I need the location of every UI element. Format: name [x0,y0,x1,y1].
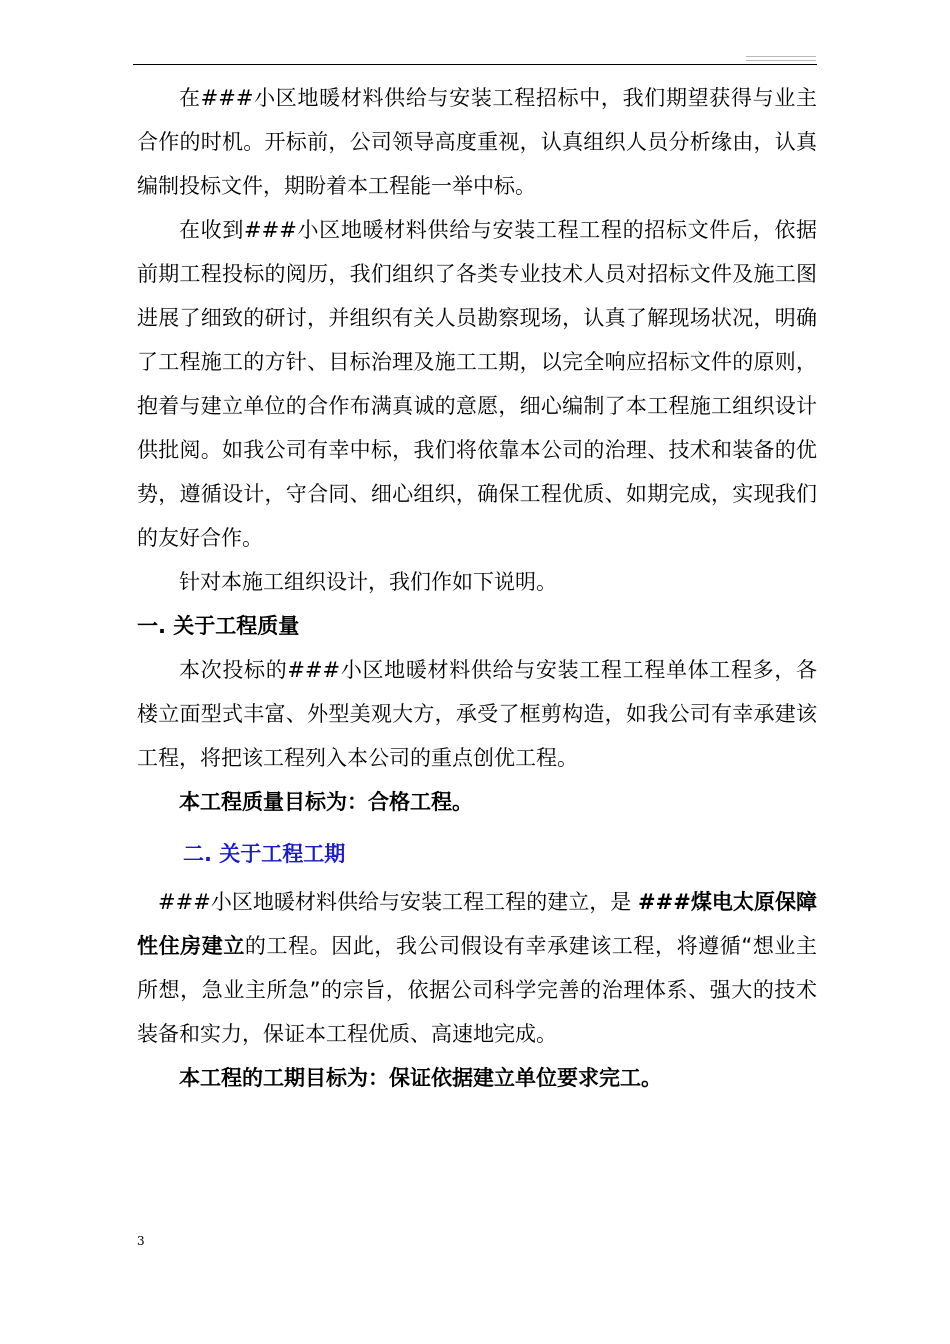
section-schedule-heading: 二. 关于工程工期 [183,842,346,866]
page-number: 3 [137,1234,145,1248]
header-mark [746,60,816,61]
intro-paragraph: 在###小区地暖材料供给与安装工程招标中，我们期望获得与业主合作的时机。开标前，公司领导高度重视，认真组织人员分析缘由，认真编制投标文件，期盼着本工程能一举中标。 [137,86,817,198]
section-quality-goal: 本工程质量目标为：合格工程。 [179,790,473,814]
header-rule [133,64,817,65]
section-schedule-body [137,880,817,1056]
section-schedule-goal: 本工程的工期目标为：保证依据建立单位要求完工。 [179,1066,662,1090]
section-quality-heading: 一. 关于工程质量 [137,614,300,638]
schedule-body-end: 的工程。因此，我公司假设有幸承建该工程，将遵循“想业主所想，急业主所急”的宗旨，依据公司科学完善的治理体系、强大的技术装备和实力，保证本工程优质、高速地完成。 [137,934,817,1046]
schedule-body-bold: ###煤电太原保障性住房建立 [137,890,817,958]
bid-preparation-paragraph: 在收到###小区地暖材料供给与安装工程工程的招标文件后，依据前期工程投标的阅历，我们组织了各类专业技术人员对招标文件及施工图进展了细致的研讨，并组织有关人员勘察现场，认真了解现场状况，明确了工程施工的方针、目标治理及施工工期，以完全响应招标文件的原则，抱着与建立单位的合作布满真诚的意愿，细心编制了本工程施工组织设计供批阅。如我公司有幸中标，我们将依靠本公司的治理、技术和装备的优势，遵循设计，守合同、细心组织，确保工程优质、如期完成，实现我们的友好合作。 [137,218,817,550]
header-mark [746,56,816,57]
section-quality-body: 本次投标的###小区地暖材料供给与安装工程工程单体工程多，各楼立面型式丰富、外型美观大方，承受了框剪构造，如我公司有幸承建该工程，将把该工程列入本公司的重点创优工程。 [137,658,817,770]
document-body [137,76,817,1100]
schedule-body-start: ###小区地暖材料供给与安装工程工程的建立，是 [158,890,639,914]
explanation-paragraph: 针对本施工组织设计，我们作如下说明。 [179,570,557,594]
